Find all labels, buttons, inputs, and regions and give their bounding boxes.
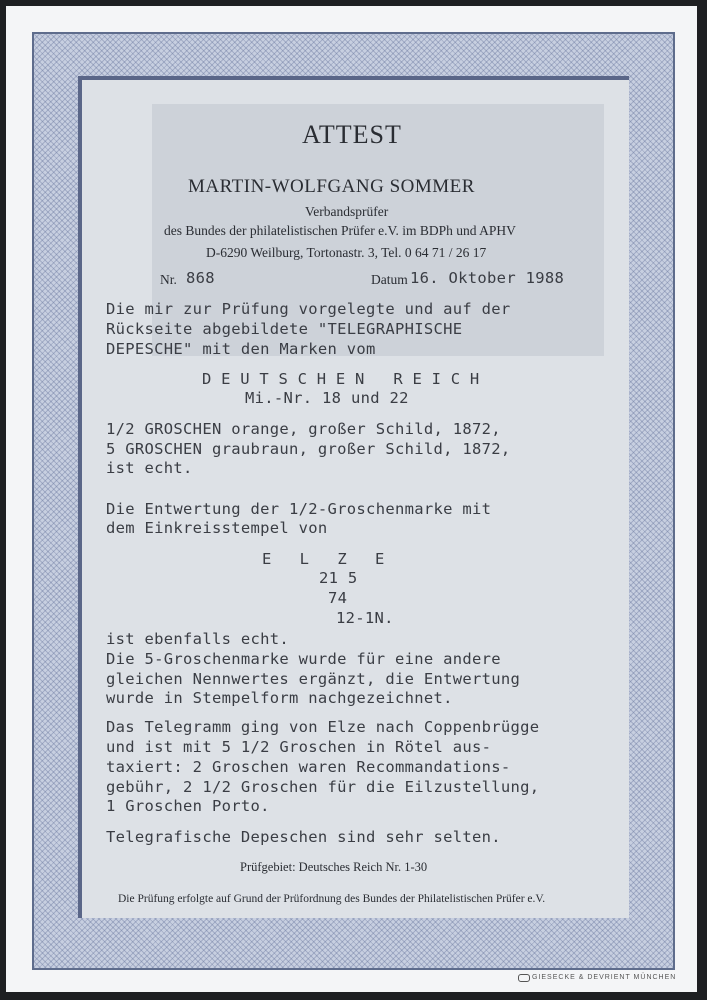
telegram-line: taxiert: 2 Groschen waren Recommandations-: [106, 758, 511, 776]
postmark-date: 21 5: [319, 569, 358, 587]
cancel-result-line: wurde in Stempelform nachgezeichnet.: [106, 689, 453, 707]
examiner-role: Verbandsprüfer: [305, 204, 389, 219]
certificate-date: 16. Oktober 1988: [410, 269, 565, 287]
stamp-line: 1/2 GROSCHEN orange, großer Schild, 1872,: [106, 420, 501, 438]
examination-area: Prüfgebiet: Deutsches Reich Nr. 1-30: [240, 860, 428, 874]
postmark-town: E L Z E: [262, 550, 394, 568]
cancel-result-line: gleichen Nennwertes ergänzt, die Entwertung: [106, 670, 521, 688]
cancel-intro-line: Die Entwertung der 1/2-Groschenmarke mit: [106, 500, 492, 518]
printer-imprint: GIESECKE & DEVRIENT MÜNCHEN: [532, 974, 677, 981]
cancel-result-line: Die 5-Groschenmarke wurde für eine andere: [106, 650, 501, 668]
intro-line: Rückseite abgebildete "TELEGRAPHISCHE: [106, 320, 463, 338]
telegram-line: Das Telegramm ging von Elze nach Coppenbrügge: [106, 718, 540, 736]
cancel-result-line: ist ebenfalls echt.: [106, 630, 290, 648]
stamp-line: 5 GROSCHEN graubraun, großer Schild, 1872,: [106, 440, 511, 458]
cancel-intro-line: dem Einkreisstempel von: [106, 519, 328, 537]
intro-line: DEPESCHE" mit den Marken vom: [106, 340, 376, 358]
stamp-line: ist echt.: [106, 459, 193, 477]
postmark-year: 74: [328, 589, 348, 607]
printer-logo-icon: [518, 974, 530, 982]
examiner-name: MARTIN-WOLFGANG SOMMER: [188, 176, 475, 197]
examination-basis: Die Prüfung erfolgte auf Grund der Prüfordnung des Bundes der Philatelistischen Prüfer e.V.: [118, 893, 546, 905]
catalog-numbers: Mi.-Nr. 18 und 22: [245, 389, 409, 407]
number-label: Nr.: [160, 272, 177, 287]
certificate-number: 868: [186, 269, 215, 287]
date-label: Datum: [371, 272, 408, 287]
examiner-address: D-6290 Weilburg, Tortonastr. 3, Tel. 0 64 71 / 26 17: [206, 245, 487, 260]
certificate-title: ATTEST: [302, 120, 402, 149]
rarity-note: Telegrafische Depeschen sind sehr selten.: [106, 828, 501, 846]
telegram-line: und ist mit 5 1/2 Groschen in Rötel aus-: [106, 738, 492, 756]
intro-line: Die mir zur Prüfung vorgelegte und auf der: [106, 300, 511, 318]
telegram-line: gebühr, 2 1/2 Groschen für die Eilzustellung,: [106, 778, 540, 796]
postmark-time: 12-1N.: [336, 609, 394, 627]
examiner-association: des Bundes der philatelistischen Prüfer e.V. im BDPh und APHV: [164, 223, 516, 238]
telegram-line: 1 Groschen Porto.: [106, 797, 270, 815]
country-name: DEUTSCHEN REICH: [202, 370, 489, 388]
